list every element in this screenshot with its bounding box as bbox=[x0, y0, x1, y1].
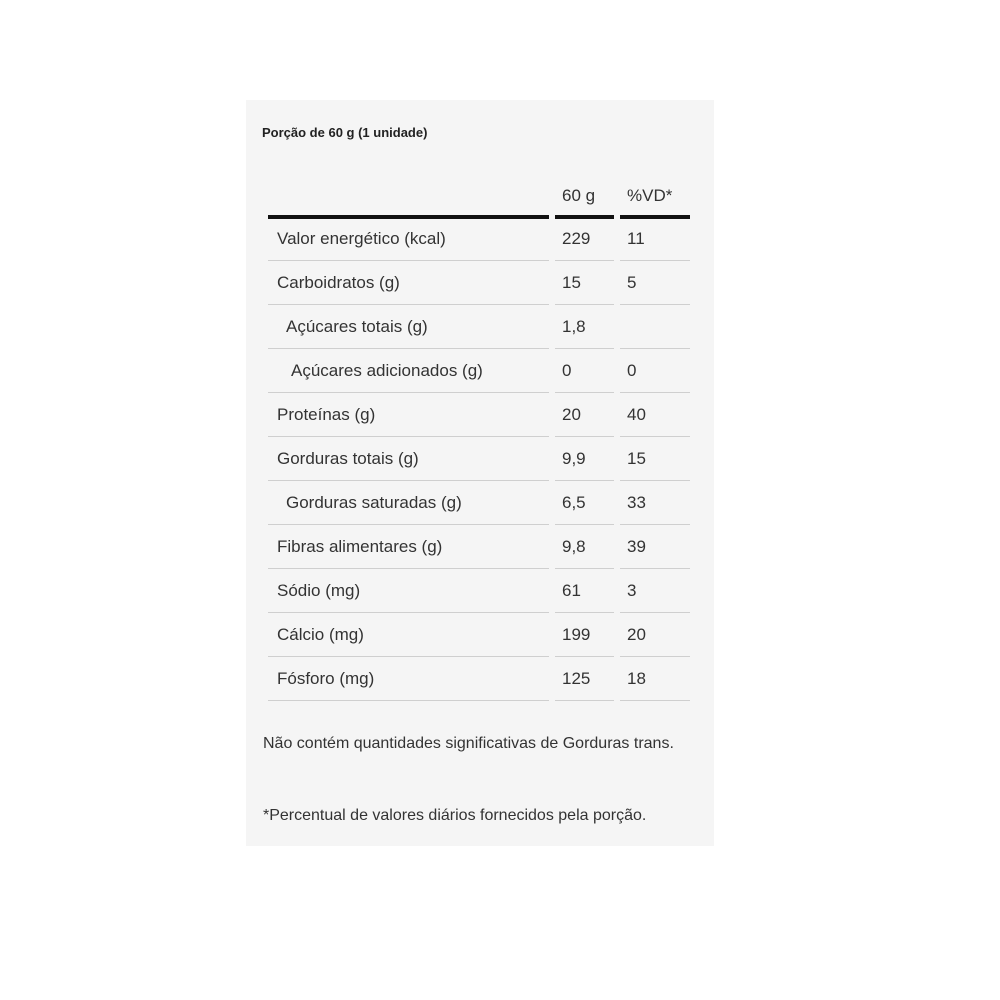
table-row bbox=[268, 261, 690, 305]
nutrient-daily-value: 18 bbox=[627, 669, 646, 688]
table-row bbox=[268, 217, 690, 261]
nutrient-daily-value: 0 bbox=[627, 361, 637, 380]
daily-value-footnote: *Percentual de valores diários fornecidos pela porção. bbox=[263, 807, 647, 824]
nutrient-name: Gorduras saturadas (g) bbox=[286, 493, 462, 512]
nutrient-quantity: 0 bbox=[562, 361, 572, 380]
nutrient-daily-value: 39 bbox=[627, 537, 646, 556]
nutrient-quantity: 9,8 bbox=[562, 537, 586, 556]
nutrient-daily-value: 40 bbox=[627, 405, 646, 424]
nutrient-daily-value: 33 bbox=[627, 493, 646, 512]
portion-size: Porção de 60 g (1 unidade) bbox=[262, 125, 428, 140]
nutrient-quantity: 1,8 bbox=[562, 317, 586, 336]
nutrient-name: Açúcares totais (g) bbox=[286, 317, 428, 336]
nutrient-name: Gorduras totais (g) bbox=[277, 449, 419, 468]
row-divider bbox=[555, 700, 614, 701]
nutrient-name: Proteínas (g) bbox=[277, 405, 376, 424]
nutrient-name: Carboidratos (g) bbox=[277, 273, 400, 292]
nutrient-daily-value: 3 bbox=[627, 581, 637, 600]
nutrient-quantity: 15 bbox=[562, 273, 581, 292]
table-row bbox=[268, 525, 690, 569]
nutrient-daily-value: 5 bbox=[627, 273, 637, 292]
row-divider bbox=[268, 700, 549, 701]
table-row bbox=[268, 569, 690, 613]
nutrient-name: Açúcares adicionados (g) bbox=[291, 361, 483, 380]
table-row bbox=[268, 393, 690, 437]
nutrient-name: Fósforo (mg) bbox=[277, 669, 375, 688]
nutrient-quantity: 229 bbox=[562, 229, 591, 248]
nutrient-quantity: 125 bbox=[562, 669, 591, 688]
nutrient-quantity: 199 bbox=[562, 625, 591, 644]
table-row bbox=[268, 481, 690, 525]
nutrient-daily-value: 20 bbox=[627, 625, 646, 644]
nutrient-name: Cálcio (mg) bbox=[277, 625, 364, 644]
nutrient-name: Fibras alimentares (g) bbox=[277, 537, 443, 556]
table-row bbox=[268, 657, 690, 701]
column-header-qty: 60 g bbox=[562, 186, 596, 205]
nutrient-quantity: 20 bbox=[562, 405, 581, 424]
nutrition-table bbox=[268, 180, 690, 701]
table-row bbox=[268, 305, 690, 349]
nutrient-name: Sódio (mg) bbox=[277, 581, 361, 600]
table-row bbox=[268, 437, 690, 481]
column-header-vd: %VD* bbox=[627, 186, 673, 205]
row-divider bbox=[620, 700, 690, 701]
nutrition-facts-panel bbox=[246, 100, 714, 846]
nutrient-daily-value: 11 bbox=[627, 229, 645, 248]
nutrient-quantity: 9,9 bbox=[562, 449, 586, 468]
nutrient-quantity: 61 bbox=[562, 581, 581, 600]
nutrient-name: Valor energético (kcal) bbox=[277, 229, 446, 248]
table-row bbox=[268, 349, 690, 393]
nutrient-daily-value: 15 bbox=[627, 449, 646, 468]
nutrient-quantity: 6,5 bbox=[562, 493, 586, 512]
trans-fat-note: Não contém quantidades significativas de Gorduras trans. bbox=[263, 735, 674, 752]
table-header bbox=[268, 180, 690, 217]
table-row bbox=[268, 613, 690, 657]
